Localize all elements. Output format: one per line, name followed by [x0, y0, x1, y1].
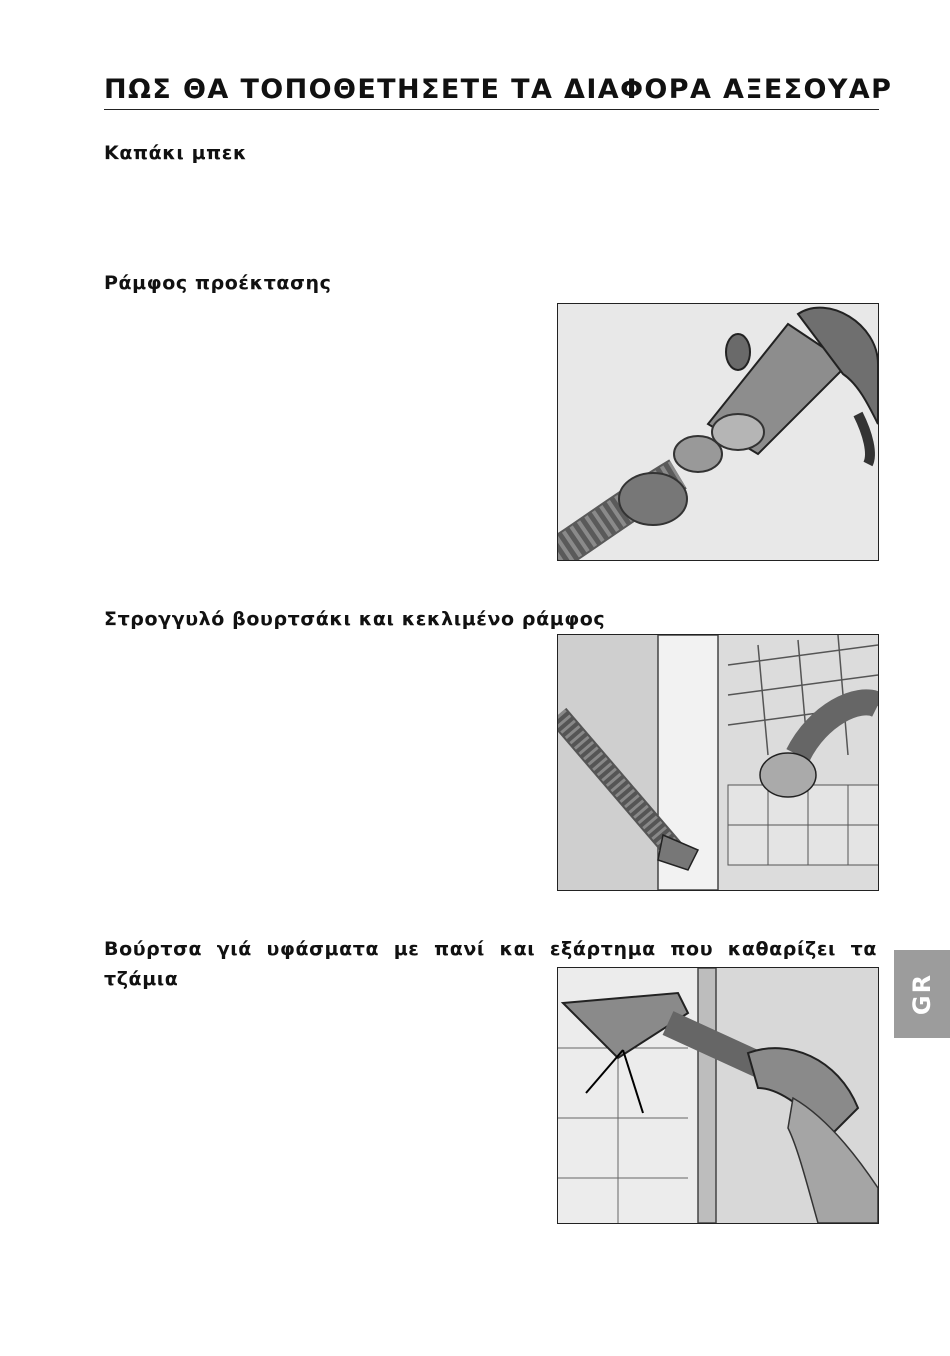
language-tab-label: GR — [908, 972, 936, 1016]
section-heading-extension-nozzle: Ράμφος προέκτασης — [104, 272, 332, 294]
illustration-extension-nozzle — [557, 303, 879, 561]
language-tab — [894, 950, 950, 1038]
section-heading-nozzle-cap: Καπάκι μπεκ — [104, 142, 248, 164]
page-title: ΠΩΣ ΘΑ ΤΟΠΟΘΕΤΗΣΕΤΕ ΤΑ ΔΙΑΦΟΡΑ ΑΞΕΣΟΥΑΡ — [104, 74, 893, 105]
illustration-fabric-brush-window-tool — [557, 967, 879, 1224]
section-heading-round-brush-angled-nozzle: Στρογγυλό βουρτσάκι και κεκλιμένο ράμφος — [104, 608, 606, 630]
section-heading-line-2: τζάμια — [104, 968, 179, 990]
title-underline — [104, 109, 879, 110]
illustration-round-brush-angled-nozzle — [557, 634, 879, 891]
section-heading-line-1: Βούρτσα γιά υφάσματα με πανί και εξάρτημα που καθαρίζει τα — [104, 938, 877, 960]
